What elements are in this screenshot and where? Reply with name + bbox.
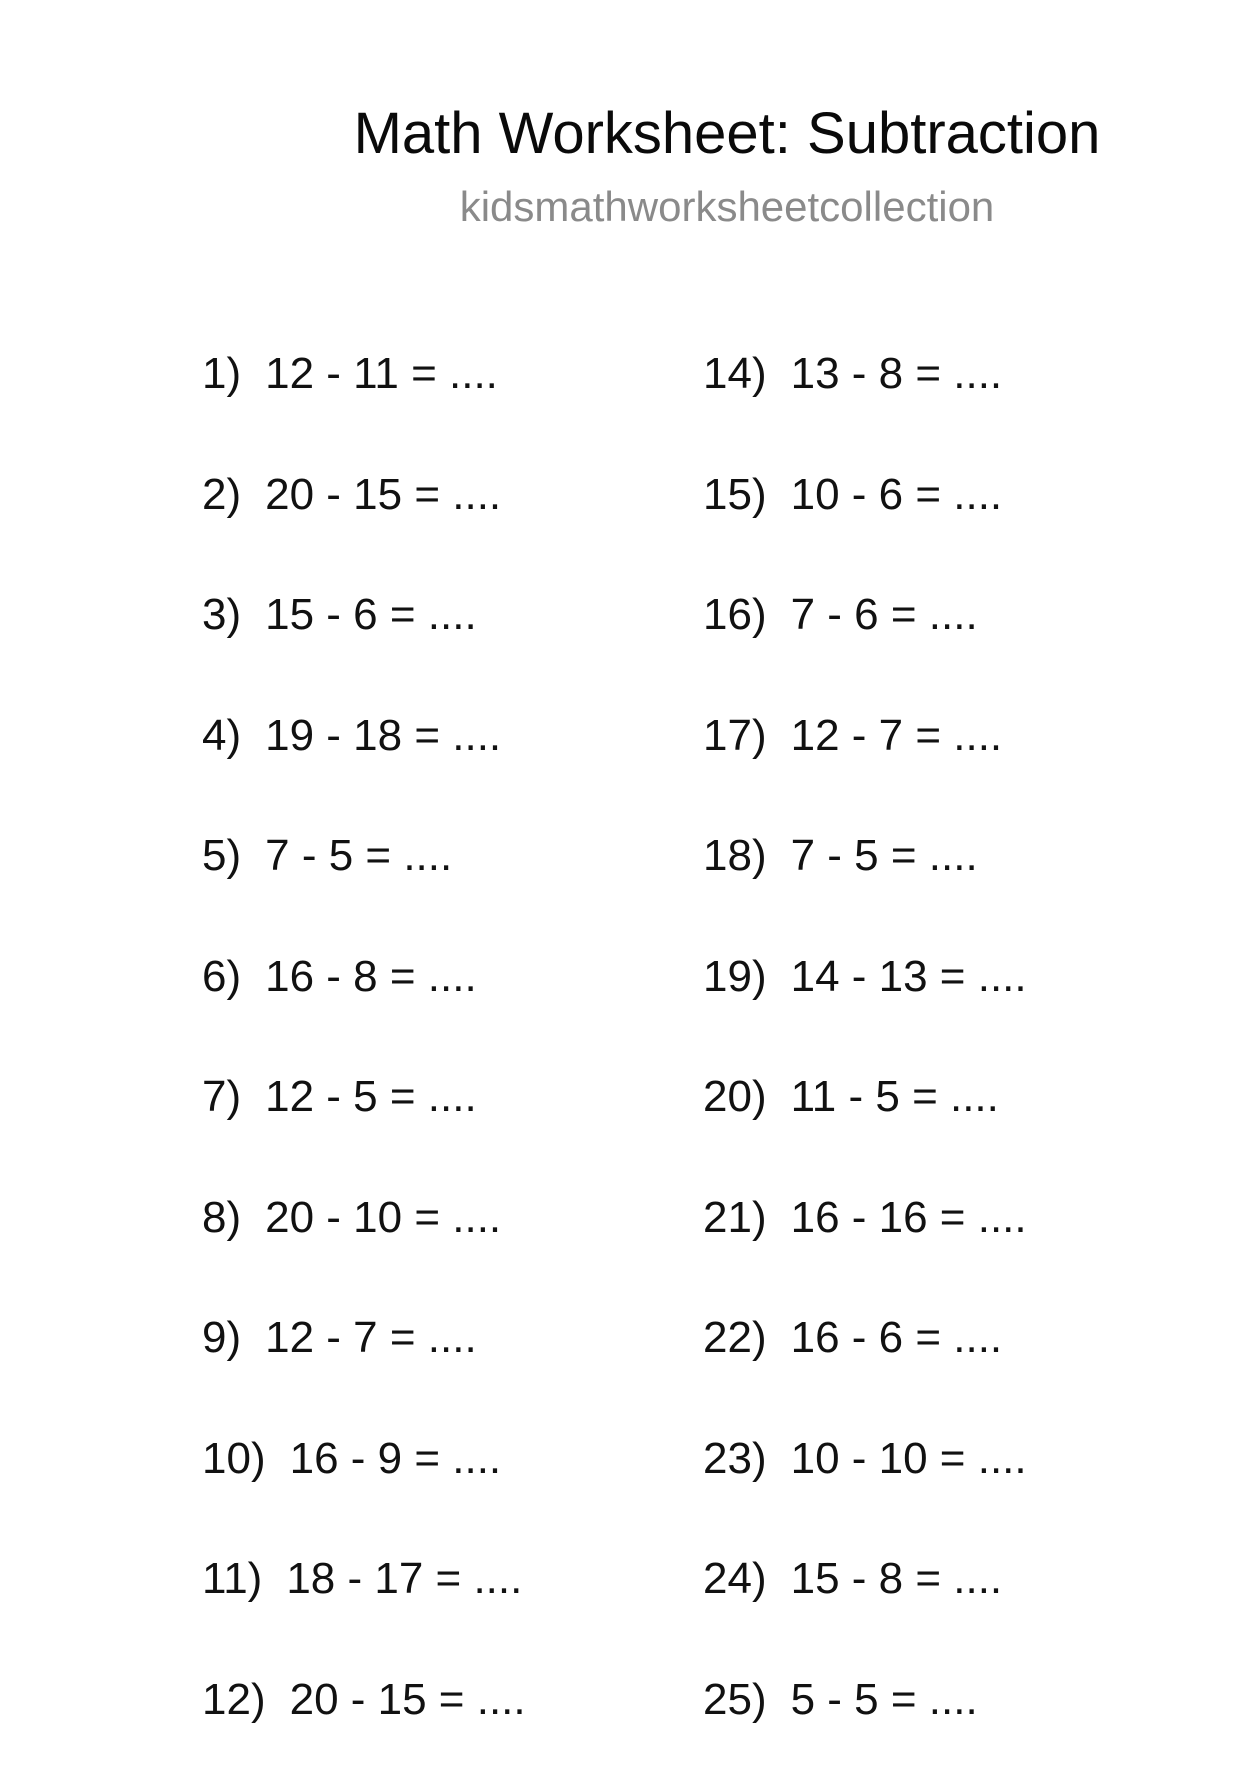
problem-number: 18): [703, 828, 767, 884]
problem-expression: 11 - 5 = ....: [791, 1069, 999, 1125]
problem-item: [703, 949, 1240, 1070]
problem-item: [703, 1310, 1240, 1431]
problem-number: 5): [202, 828, 241, 884]
problem-number: 15): [703, 467, 767, 523]
problem-item: [703, 346, 1240, 467]
problem-item: [202, 1190, 762, 1311]
problem-expression: 20 - 15 = ....: [290, 1672, 526, 1728]
problem-number: 23): [703, 1431, 767, 1487]
problem-expression: 16 - 9 = ....: [290, 1431, 502, 1487]
problem-number: 6): [202, 949, 241, 1005]
problem-number: 12): [202, 1672, 266, 1728]
problem-number: 17): [703, 708, 767, 764]
problem-number: 4): [202, 708, 241, 764]
problem-number: 21): [703, 1190, 767, 1246]
problem-expression: 14 - 13 = ....: [791, 949, 1027, 1005]
problem-number: 25): [703, 1672, 767, 1728]
problem-number: 24): [703, 1551, 767, 1607]
problem-expression: 12 - 7 = ....: [265, 1310, 477, 1366]
problem-number: 14): [703, 346, 767, 402]
problem-item: [202, 828, 762, 949]
problem-item: [703, 708, 1240, 829]
problems-column-left: [202, 346, 762, 1792]
problem-number: 16): [703, 587, 767, 643]
worksheet-subtitle: kidsmathworksheetcollection: [0, 182, 1240, 232]
problem-expression: 15 - 8 = ....: [791, 1551, 1003, 1607]
problem-item: [202, 346, 762, 467]
problem-item: [703, 1431, 1240, 1552]
problem-expression: 12 - 11 = ....: [265, 346, 498, 402]
problem-item: [202, 1551, 762, 1672]
problem-item: [202, 949, 762, 1070]
problem-expression: 15 - 6 = ....: [265, 587, 477, 643]
problem-item: [202, 708, 762, 829]
problem-number: 2): [202, 467, 241, 523]
problem-number: 19): [703, 949, 767, 1005]
problem-expression: 12 - 7 = ....: [791, 708, 1003, 764]
problems-column-right: [703, 346, 1240, 1792]
problem-expression: 19 - 18 = ....: [265, 708, 501, 764]
problem-expression: 10 - 10 = ....: [791, 1431, 1027, 1487]
problem-expression: 7 - 5 = ....: [791, 828, 978, 884]
problem-number: 3): [202, 587, 241, 643]
problem-item: [703, 467, 1240, 588]
problem-item: [202, 1310, 762, 1431]
problem-expression: 16 - 16 = ....: [791, 1190, 1027, 1246]
problem-item: [202, 467, 762, 588]
problem-expression: 20 - 15 = ....: [265, 467, 501, 523]
worksheet-title: Math Worksheet: Subtraction: [0, 98, 1240, 170]
problem-expression: 16 - 6 = ....: [791, 1310, 1003, 1366]
problem-expression: 10 - 6 = ....: [791, 467, 1003, 523]
problem-expression: 5 - 5 = ....: [791, 1672, 978, 1728]
problem-number: 10): [202, 1431, 266, 1487]
problem-expression: 16 - 8 = ....: [265, 949, 477, 1005]
problem-expression: 18 - 17 = ....: [286, 1551, 522, 1607]
problem-item: [202, 587, 762, 708]
problem-number: 20): [703, 1069, 767, 1125]
problem-item: [703, 1551, 1240, 1672]
problem-item: [202, 1431, 762, 1552]
problem-item: [202, 1672, 762, 1792]
problem-number: 22): [703, 1310, 767, 1366]
problem-number: 9): [202, 1310, 241, 1366]
problem-item: [202, 1069, 762, 1190]
problem-item: [703, 1190, 1240, 1311]
problem-expression: 7 - 6 = ....: [791, 587, 978, 643]
problem-item: [703, 1069, 1240, 1190]
problem-number: 11): [202, 1551, 262, 1607]
problem-number: 1): [202, 346, 241, 402]
problem-expression: 20 - 10 = ....: [265, 1190, 501, 1246]
problem-expression: 12 - 5 = ....: [265, 1069, 477, 1125]
problem-item: [703, 828, 1240, 949]
problem-number: 8): [202, 1190, 241, 1246]
problem-expression: 7 - 5 = ....: [265, 828, 452, 884]
problem-item: [703, 1672, 1240, 1792]
problem-item: [703, 587, 1240, 708]
problem-expression: 13 - 8 = ....: [791, 346, 1003, 402]
problem-number: 7): [202, 1069, 241, 1125]
